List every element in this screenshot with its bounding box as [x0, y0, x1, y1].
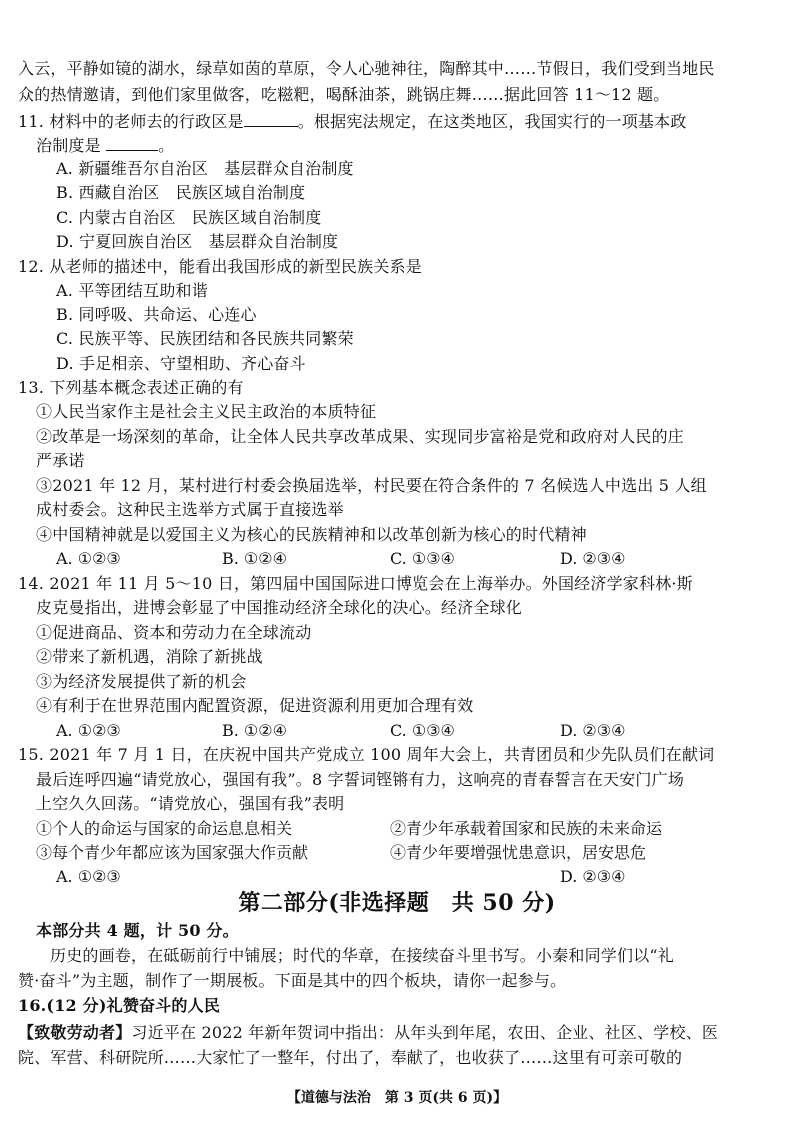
q14-item: ④有利于在世界范围内配置资源，促进资源利用更加合理有效 [36, 696, 474, 715]
q11-option-c: C. 内蒙古自治区 民族区域自治制度 [56, 208, 322, 227]
q15-stem-line-3: 上空久久回荡。“请党放心，强国有我”表明 [36, 794, 345, 813]
q11-stem-part-b: 。根据宪法规定，在这类地区，我国实行的一项基本政 [297, 112, 687, 131]
q15-item: ④青少年要增强忧患意识，居安思危 [390, 843, 647, 862]
q13-item: ①人民当家作主是社会主义民主政治的本质特征 [36, 402, 377, 421]
q11-option-d: D. 宁夏回族自治区 基层群众自治制度 [56, 232, 339, 251]
q14-choice-d: D. ②③④ [560, 721, 626, 740]
part-two-intro-line-1: 历史的画卷，在砥砺前行中铺展；时代的华章，在接续奋斗里书写。小秦和同学们以“礼 [50, 946, 674, 965]
q13-choice-c: C. ①③④ [390, 549, 455, 568]
q14-item: ①促进商品、资本和劳动力在全球流动 [36, 623, 312, 642]
q11-stem-line-1 [18, 110, 687, 133]
q13-item: ④中国精神就是以爱国主义为核心的民族精神和以改革创新为核心的时代精神 [36, 525, 587, 544]
q14-stem-line-2: 皮克曼指出，进博会彰显了中国推动经济全球化的决心。经济全球化 [36, 598, 523, 617]
q11-stem-part-c: 治制度是 [36, 136, 101, 155]
answer-blank [106, 134, 158, 151]
q15-item: ①个人的命运与国家的命运息息相关 [36, 819, 293, 838]
q16-title: 16.(12 分)礼赞奋斗的人民 [18, 996, 221, 1015]
q11-stem-part-d: 。 [158, 136, 175, 155]
q15-stem-line-2: 最后连呼四遍“请党放心，强国有我”。8 字誓词铿锵有力，这响亮的青春誓言在天安门广场 [36, 770, 685, 789]
q13-item: ②改革是一场深刻的革命，让全体人民共享改革成果、实现同步富裕是党和政府对人民的庄 [36, 427, 685, 446]
q14-choice-a: A. ①②③ [56, 721, 121, 740]
q14-choice-b: B. ①②④ [222, 721, 287, 740]
q15-stem-line-1: 15. 2021 年 7 月 1 日，在庆祝中国共产党成立 100 周年大会上，共青团员和少先队员们在献词 [18, 745, 715, 764]
q12-option-b: B. 同呼吸、共命运、心连心 [56, 305, 257, 324]
q15-choice-a: A. ①②③ [56, 867, 121, 886]
intro-line-2: 众的热情邀请，到他们家里做客，吃糍粑，喝酥油茶，跳锅庄舞……据此回答 11～12 题。 [18, 85, 670, 104]
part-two-note: 本部分共 4 题，计 50 分。 [36, 921, 239, 940]
part-two-title: 第二部分(非选择题 共 50 分) [238, 890, 556, 916]
q14-item: ③为经济发展提供了新的机会 [36, 672, 247, 691]
q13-choice-d: D. ②③④ [560, 549, 626, 568]
q12-option-c: C. 民族平等、民族团结和各民族共同繁荣 [56, 329, 354, 348]
q12-option-d: D. 手足相亲、守望相助、齐心奋斗 [56, 354, 306, 373]
q12-stem: 12. 从老师的描述中，能看出我国形成的新型民族关系是 [18, 257, 422, 276]
q11-stem-part-a: 11. 材料中的老师去的行政区是 [18, 112, 244, 131]
q12-option-a: A. 平等团结互助和谐 [56, 281, 208, 300]
q13-choice-b: B. ①②④ [222, 549, 287, 568]
intro-line-1: 入云，平静如镜的湖水，绿草如茵的草原，令人心驰神往，陶醉其中……节假日，我们受到当地民 [18, 59, 715, 78]
q13-item: 严承诺 [36, 451, 85, 470]
q13-stem: 13. 下列基本概念表述正确的有 [18, 378, 244, 397]
q14-stem-line-1: 14. 2021 年 11 月 5～10 日，第四届中国国际进口博览会在上海举办。外国经济学家科林·斯 [18, 574, 693, 593]
q13-item: 成村委会。这种民主选举方式属于直接选举 [36, 500, 344, 519]
q14-item: ②带来了新机遇，消除了新挑战 [36, 647, 263, 666]
q13-choice-a: A. ①②③ [56, 549, 121, 568]
q15-choice-d: D. ②③④ [560, 867, 626, 886]
q15-item: ③每个青少年都应该为国家强大作贡献 [36, 843, 309, 862]
part-two-intro-line-2: 赞·奋斗”为主题，制作了一期展板。下面是其中的四个板块，请你一起参与。 [18, 971, 567, 990]
q14-choice-c: C. ①③④ [390, 721, 455, 740]
q15-item: ②青少年承载着国家和民族的未来命运 [390, 819, 663, 838]
q16-text-line-2: 院、军营、科研院所……大家忙了一整年，付出了，奉献了，也收获了……这里有可亲可敬的 [18, 1048, 683, 1067]
q16-text: 习近平在 2022 年新年贺词中指出：从年头到年尾，农田、企业、社区、学校、医 [131, 1023, 719, 1042]
q13-item: ③2021 年 12 月，某村进行村委会换届选举，村民要在符合条件的 7 名候选人中选出 5 人组 [36, 476, 707, 495]
q11-option-b: B. 西藏自治区 民族区域自治制度 [56, 183, 306, 202]
q11-stem-line-2 [36, 134, 174, 157]
q16-tag: 【致敬劳动者】 [18, 1023, 132, 1042]
answer-blank [244, 110, 298, 127]
page-footer: 【道德与法治 第 3 页(共 6 页)】 [286, 1090, 508, 1106]
q11-option-a: A. 新疆维吾尔自治区 基层群众自治制度 [56, 159, 354, 178]
q16-text-line-1 [18, 1022, 718, 1044]
